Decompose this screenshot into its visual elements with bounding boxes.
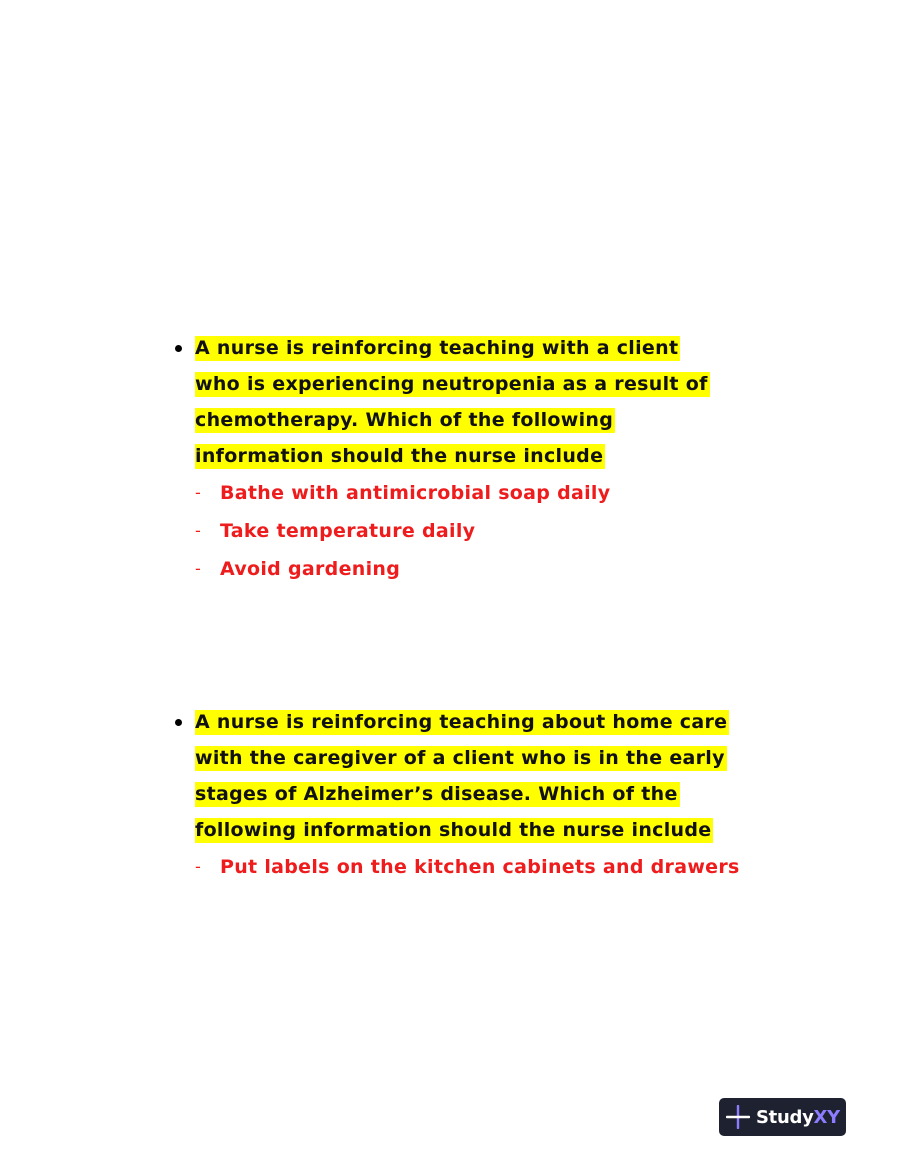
logo-text: StudyXY	[756, 1106, 840, 1128]
answer-item	[195, 474, 767, 512]
answer-item	[195, 848, 767, 886]
answer-text: Put labels on the kitchen cabinets and drawers	[220, 856, 740, 878]
question-line: stages of Alzheimer’s disease. Which of the	[195, 783, 678, 805]
answer-dash: -	[195, 483, 202, 502]
answer-list	[195, 474, 767, 588]
question-line: A nurse is reinforcing teaching about home care	[195, 711, 728, 733]
studyxy-logo[interactable]	[719, 1098, 846, 1136]
plus-icon	[726, 1105, 750, 1129]
question-block-1	[167, 330, 767, 588]
question-line: who is experiencing neutropenia as a result of	[195, 373, 708, 395]
question-line: information should the nurse include	[195, 445, 604, 467]
answer-item	[195, 512, 767, 550]
question-line: with the caregiver of a client who is in the early	[195, 747, 725, 769]
bullet-point	[167, 330, 189, 366]
bullet-point	[167, 704, 189, 740]
question-line: A nurse is reinforcing teaching with a client	[195, 337, 679, 359]
question-text	[195, 704, 767, 848]
answer-text: Bathe with antimicrobial soap daily	[220, 482, 611, 504]
answer-list	[195, 848, 767, 886]
question-text	[195, 330, 767, 474]
answer-dash: -	[195, 521, 202, 540]
answer-text: Avoid gardening	[220, 558, 401, 580]
question-line: following information should the nurse include	[195, 819, 712, 841]
answer-dash: -	[195, 857, 202, 876]
question-line: chemotherapy. Which of the following	[195, 409, 614, 431]
answer-dash: -	[195, 559, 202, 578]
answer-text: Take temperature daily	[220, 520, 476, 542]
answer-item	[195, 550, 767, 588]
question-block-2	[167, 704, 767, 886]
